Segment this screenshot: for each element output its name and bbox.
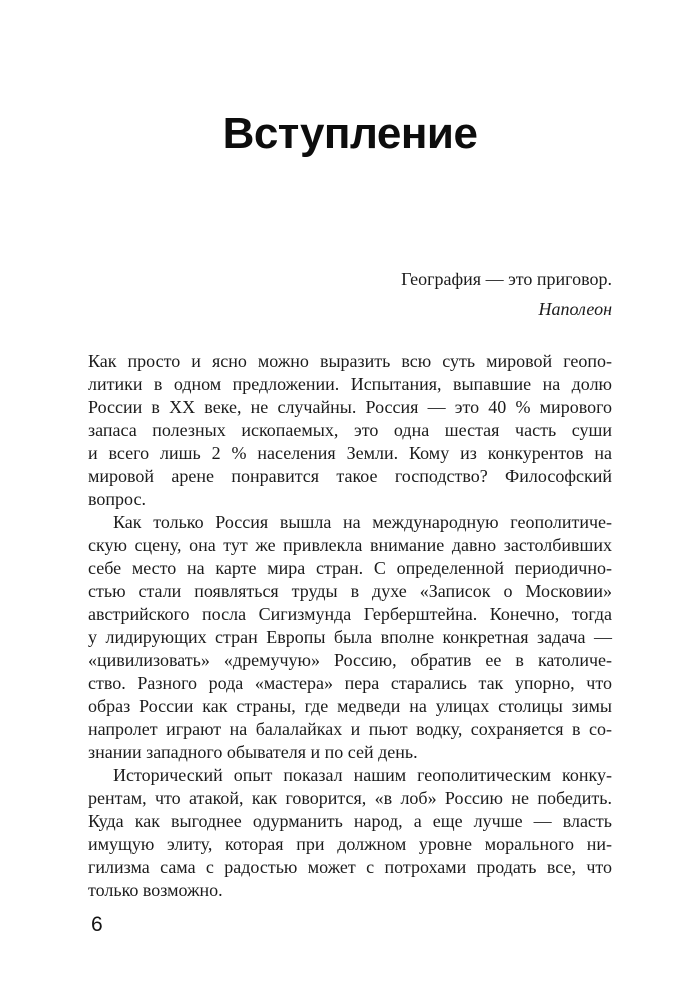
text-line: запаса полезных ископаемых, это одна шестая часть суши [88, 420, 612, 440]
text-line: образ России как страны, где медведи на улицах столицы зимы [88, 696, 612, 716]
paragraph [88, 350, 612, 511]
chapter-title: Вступление [222, 109, 478, 158]
text-line: Исторический опыт показал нашим геополитическим конку- [113, 765, 612, 785]
text-line: России в XX веке, не случайны. Россия — это 40 % мирового [88, 397, 612, 417]
epigraph-quote: География — это приговор. [401, 269, 612, 289]
text-line: ство. Разного рода «мастера» пера старались так упорно, что [88, 673, 612, 693]
text-line: литики в одном предложении. Испытания, выпавшие на долю [88, 374, 612, 394]
text-line: напролет играют на балалайках и пьют водку, сохраняется в со- [88, 719, 612, 739]
text-line: только возможно. [88, 880, 223, 900]
text-line: знании западного обывателя и по сей день. [88, 742, 418, 762]
text-line: австрийского посла Сигизмунда Герберштейна. Конечно, тогда [88, 604, 612, 624]
text-line: имущую элиту, которая при должном уровне морального ни- [88, 834, 612, 854]
text-line: Как только Россия вышла на международную геополитиче- [113, 512, 612, 532]
text-line: вопрос. [88, 489, 146, 509]
paragraph [88, 764, 612, 902]
text-line: у лидирующих стран Европы была вполне конкретная задача — [88, 627, 612, 647]
text-line: стью стали появляться труды в духе «Записок о Московии» [88, 581, 612, 601]
text-line: себе место на карте мира стран. С определенной периодично- [88, 558, 612, 578]
text-line: рентам, что атакой, как говорится, «в лоб» Россию не победить. [88, 788, 612, 808]
epigraph-author: Наполеон [538, 299, 612, 319]
text-line: Как просто и ясно можно выразить всю суть мировой геопо- [88, 351, 612, 371]
page-number: 6 [91, 913, 103, 936]
text-line: скую сцену, она тут же привлекла внимание давно застолбивших [88, 535, 612, 555]
text-line: гилизма сама с радостью может с потрохами продать все, что [88, 857, 612, 877]
epigraph [88, 264, 612, 324]
text-line: и всего лишь 2 % населения Земли. Кому из конкурентов на [88, 443, 612, 463]
body-text [88, 350, 612, 902]
paragraph [88, 511, 612, 764]
text-line: Куда как выгоднее одурманить народ, а еще лучше — власть [88, 811, 612, 831]
text-line: «цивилизовать» «дремучую» Россию, обратив ее в католиче- [88, 650, 612, 670]
text-line: мировой арене понравится такое господство? Философский [88, 466, 612, 486]
